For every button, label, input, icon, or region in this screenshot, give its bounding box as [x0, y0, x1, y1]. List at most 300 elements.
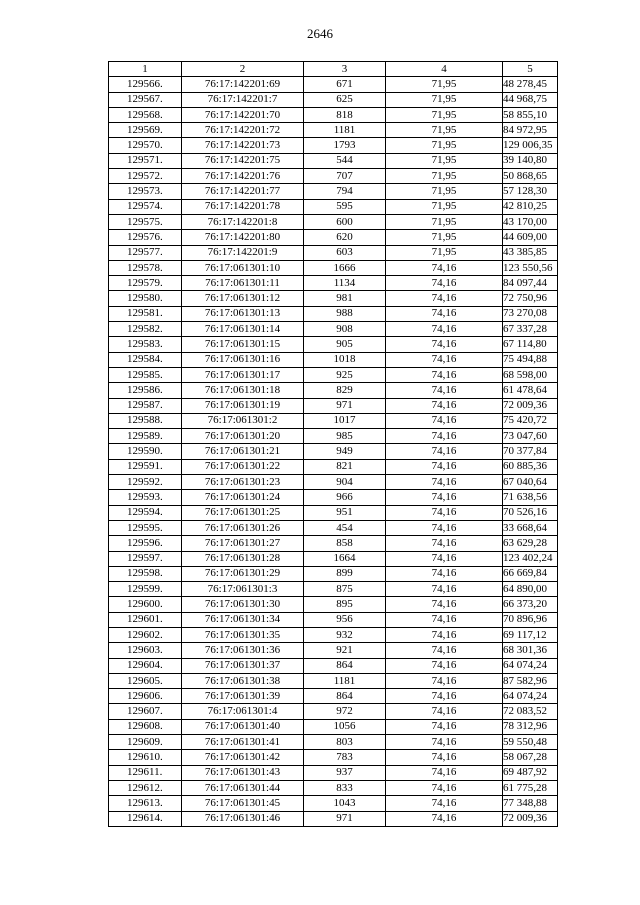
value-cell: 129 006,35: [503, 138, 558, 153]
table-row: [109, 260, 558, 275]
cadastral-number-cell: 76:17:061301:16: [182, 352, 304, 367]
rate-cell: 74,16: [386, 735, 503, 750]
cadastral-number-cell: 76:17:142201:80: [182, 230, 304, 245]
cadastral-number-cell: 76:17:061301:14: [182, 322, 304, 337]
value-cell: 50 868,65: [503, 169, 558, 184]
cadastral-number-cell: 76:17:142201:76: [182, 169, 304, 184]
value-cell: 58 855,10: [503, 107, 558, 122]
row-number-cell: 129592.: [109, 475, 182, 490]
table-row: [109, 780, 558, 795]
area-cell: 620: [304, 230, 386, 245]
cadastral-number-cell: 76:17:061301:25: [182, 505, 304, 520]
value-cell: 84 097,44: [503, 276, 558, 291]
value-cell: 66 373,20: [503, 597, 558, 612]
rate-cell: 71,95: [386, 199, 503, 214]
area-cell: 1043: [304, 796, 386, 811]
table-row: [109, 77, 558, 92]
area-cell: 454: [304, 520, 386, 535]
table-row: [109, 429, 558, 444]
area-cell: 600: [304, 214, 386, 229]
cadastral-number-cell: 76:17:061301:37: [182, 658, 304, 673]
cadastral-number-cell: 76:17:061301:46: [182, 811, 304, 826]
rate-cell: 74,16: [386, 765, 503, 780]
area-cell: 1181: [304, 123, 386, 138]
table-row: [109, 597, 558, 612]
table-row: [109, 153, 558, 168]
cadastral-number-cell: 76:17:061301:2: [182, 413, 304, 428]
rate-cell: 74,16: [386, 337, 503, 352]
cadastral-number-cell: 76:17:061301:42: [182, 750, 304, 765]
cadastral-number-cell: 76:17:142201:78: [182, 199, 304, 214]
table-row: [109, 735, 558, 750]
area-cell: 1018: [304, 352, 386, 367]
value-cell: 123 402,24: [503, 551, 558, 566]
table-row: [109, 643, 558, 658]
rate-cell: 71,95: [386, 230, 503, 245]
area-cell: 625: [304, 92, 386, 107]
table-row: [109, 704, 558, 719]
value-cell: 70 896,96: [503, 612, 558, 627]
cadastral-number-cell: 76:17:061301:3: [182, 582, 304, 597]
table-row: [109, 367, 558, 382]
area-cell: 981: [304, 291, 386, 306]
value-cell: 70 526,16: [503, 505, 558, 520]
value-cell: 75 494,88: [503, 352, 558, 367]
table-row: [109, 306, 558, 321]
value-cell: 33 668,64: [503, 520, 558, 535]
cadastral-number-cell: 76:17:061301:27: [182, 536, 304, 551]
value-cell: 63 629,28: [503, 536, 558, 551]
area-cell: 972: [304, 704, 386, 719]
value-cell: 60 885,36: [503, 459, 558, 474]
table-row: [109, 520, 558, 535]
table-row: [109, 291, 558, 306]
rate-cell: 74,16: [386, 811, 503, 826]
table-row: [109, 475, 558, 490]
row-number-cell: 129604.: [109, 658, 182, 673]
table-row: [109, 612, 558, 627]
data-table: [108, 61, 558, 827]
row-number-cell: 129585.: [109, 367, 182, 382]
rate-cell: 71,95: [386, 138, 503, 153]
area-cell: 794: [304, 184, 386, 199]
row-number-cell: 129579.: [109, 276, 182, 291]
area-cell: 858: [304, 536, 386, 551]
value-cell: 39 140,80: [503, 153, 558, 168]
row-number-cell: 129567.: [109, 92, 182, 107]
area-cell: 956: [304, 612, 386, 627]
area-cell: 908: [304, 322, 386, 337]
value-cell: 77 348,88: [503, 796, 558, 811]
area-cell: 966: [304, 490, 386, 505]
table-row: [109, 92, 558, 107]
table-row: [109, 551, 558, 566]
value-cell: 87 582,96: [503, 673, 558, 688]
table-row: [109, 459, 558, 474]
cadastral-number-cell: 76:17:061301:11: [182, 276, 304, 291]
cadastral-number-cell: 76:17:061301:26: [182, 520, 304, 535]
cadastral-number-cell: 76:17:061301:13: [182, 306, 304, 321]
rate-cell: 74,16: [386, 260, 503, 275]
row-number-cell: 129609.: [109, 735, 182, 750]
cadastral-number-cell: 76:17:142201:73: [182, 138, 304, 153]
area-cell: 904: [304, 475, 386, 490]
value-cell: 66 669,84: [503, 566, 558, 581]
row-number-cell: 129580.: [109, 291, 182, 306]
value-cell: 67 040,64: [503, 475, 558, 490]
table-row: [109, 811, 558, 826]
row-number-cell: 129576.: [109, 230, 182, 245]
row-number-cell: 129581.: [109, 306, 182, 321]
rate-cell: 74,16: [386, 352, 503, 367]
column-header-3: 3: [304, 62, 386, 77]
table-row: [109, 398, 558, 413]
row-number-cell: 129613.: [109, 796, 182, 811]
row-number-cell: 129569.: [109, 123, 182, 138]
rate-cell: 71,95: [386, 214, 503, 229]
row-number-cell: 129573.: [109, 184, 182, 199]
value-cell: 48 278,45: [503, 77, 558, 92]
cadastral-number-cell: 76:17:061301:4: [182, 704, 304, 719]
area-cell: 1181: [304, 673, 386, 688]
rate-cell: 74,16: [386, 582, 503, 597]
rate-cell: 74,16: [386, 597, 503, 612]
area-cell: 603: [304, 245, 386, 260]
value-cell: 43 385,85: [503, 245, 558, 260]
table-row: [109, 245, 558, 260]
cadastral-number-cell: 76:17:061301:43: [182, 765, 304, 780]
table-row: [109, 796, 558, 811]
rate-cell: 74,16: [386, 673, 503, 688]
rate-cell: 74,16: [386, 306, 503, 321]
rate-cell: 74,16: [386, 796, 503, 811]
area-cell: 925: [304, 367, 386, 382]
row-number-cell: 129594.: [109, 505, 182, 520]
table-row: [109, 566, 558, 581]
row-number-cell: 129578.: [109, 260, 182, 275]
area-cell: 833: [304, 780, 386, 795]
rate-cell: 74,16: [386, 475, 503, 490]
area-cell: 937: [304, 765, 386, 780]
page-number: 2646: [307, 26, 333, 41]
table-row: [109, 673, 558, 688]
row-number-cell: 129602.: [109, 627, 182, 642]
value-cell: 58 067,28: [503, 750, 558, 765]
cadastral-number-cell: 76:17:061301:10: [182, 260, 304, 275]
cadastral-number-cell: 76:17:061301:29: [182, 566, 304, 581]
table-row: [109, 276, 558, 291]
table-row: [109, 107, 558, 122]
table-row: [109, 627, 558, 642]
row-number-cell: 129600.: [109, 597, 182, 612]
area-cell: 1666: [304, 260, 386, 275]
rate-cell: 71,95: [386, 153, 503, 168]
rate-cell: 74,16: [386, 322, 503, 337]
table-row: [109, 490, 558, 505]
cadastral-number-cell: 76:17:061301:45: [182, 796, 304, 811]
value-cell: 69 117,12: [503, 627, 558, 642]
column-header-5: 5: [503, 62, 558, 77]
value-cell: 61 478,64: [503, 383, 558, 398]
row-number-cell: 129584.: [109, 352, 182, 367]
value-cell: 72 083,52: [503, 704, 558, 719]
rate-cell: 71,95: [386, 92, 503, 107]
value-cell: 44 968,75: [503, 92, 558, 107]
table-row: [109, 352, 558, 367]
value-cell: 44 609,00: [503, 230, 558, 245]
rate-cell: 71,95: [386, 169, 503, 184]
area-cell: 829: [304, 383, 386, 398]
cadastral-number-cell: 76:17:142201:77: [182, 184, 304, 199]
column-header-4: 4: [386, 62, 503, 77]
row-number-cell: 129593.: [109, 490, 182, 505]
rate-cell: 74,16: [386, 658, 503, 673]
area-cell: 595: [304, 199, 386, 214]
row-number-cell: 129597.: [109, 551, 182, 566]
rate-cell: 74,16: [386, 459, 503, 474]
rate-cell: 74,16: [386, 566, 503, 581]
cadastral-number-cell: 76:17:061301:17: [182, 367, 304, 382]
cadastral-number-cell: 76:17:061301:39: [182, 689, 304, 704]
row-number-cell: 129596.: [109, 536, 182, 551]
table-row: [109, 536, 558, 551]
row-number-cell: 129610.: [109, 750, 182, 765]
cadastral-number-cell: 76:17:061301:30: [182, 597, 304, 612]
cadastral-number-cell: 76:17:061301:15: [182, 337, 304, 352]
row-number-cell: 129586.: [109, 383, 182, 398]
rate-cell: 74,16: [386, 750, 503, 765]
row-number-cell: 129583.: [109, 337, 182, 352]
row-number-cell: 129590.: [109, 444, 182, 459]
cadastral-number-cell: 76:17:061301:41: [182, 735, 304, 750]
value-cell: 67 337,28: [503, 322, 558, 337]
value-cell: 68 598,00: [503, 367, 558, 382]
row-number-cell: 129587.: [109, 398, 182, 413]
row-number-cell: 129601.: [109, 612, 182, 627]
rate-cell: 71,95: [386, 123, 503, 138]
area-cell: 875: [304, 582, 386, 597]
cadastral-number-cell: 76:17:061301:34: [182, 612, 304, 627]
row-number-cell: 129606.: [109, 689, 182, 704]
cadastral-number-cell: 76:17:061301:38: [182, 673, 304, 688]
value-cell: 72 009,36: [503, 398, 558, 413]
table-row: [109, 230, 558, 245]
table-row: [109, 582, 558, 597]
area-cell: 899: [304, 566, 386, 581]
area-cell: 1134: [304, 276, 386, 291]
value-cell: 64 890,00: [503, 582, 558, 597]
table-row: [109, 444, 558, 459]
area-cell: 988: [304, 306, 386, 321]
area-cell: 783: [304, 750, 386, 765]
area-cell: 1017: [304, 413, 386, 428]
value-cell: 73 047,60: [503, 429, 558, 444]
row-number-cell: 129588.: [109, 413, 182, 428]
table-header-row: [109, 62, 558, 77]
table-row: [109, 383, 558, 398]
area-cell: 544: [304, 153, 386, 168]
row-number-cell: 129608.: [109, 719, 182, 734]
cadastral-number-cell: 76:17:142201:70: [182, 107, 304, 122]
table-row: [109, 169, 558, 184]
row-number-cell: 129607.: [109, 704, 182, 719]
area-cell: 864: [304, 689, 386, 704]
row-number-cell: 129575.: [109, 214, 182, 229]
rate-cell: 71,95: [386, 77, 503, 92]
area-cell: 951: [304, 505, 386, 520]
value-cell: 123 550,56: [503, 260, 558, 275]
value-cell: 72 009,36: [503, 811, 558, 826]
area-cell: 1056: [304, 719, 386, 734]
area-cell: 864: [304, 658, 386, 673]
table-row: [109, 322, 558, 337]
cadastral-number-cell: 76:17:061301:23: [182, 475, 304, 490]
area-cell: 949: [304, 444, 386, 459]
area-cell: 895: [304, 597, 386, 612]
rate-cell: 74,16: [386, 520, 503, 535]
cadastral-number-cell: 76:17:061301:22: [182, 459, 304, 474]
rate-cell: 74,16: [386, 398, 503, 413]
value-cell: 73 270,08: [503, 306, 558, 321]
value-cell: 78 312,96: [503, 719, 558, 734]
table-row: [109, 138, 558, 153]
row-number-cell: 129599.: [109, 582, 182, 597]
table-row: [109, 765, 558, 780]
cadastral-number-cell: 76:17:142201:75: [182, 153, 304, 168]
rate-cell: 74,16: [386, 627, 503, 642]
area-cell: 905: [304, 337, 386, 352]
rate-cell: 71,95: [386, 245, 503, 260]
value-cell: 71 638,56: [503, 490, 558, 505]
cadastral-number-cell: 76:17:061301:44: [182, 780, 304, 795]
row-number-cell: 129589.: [109, 429, 182, 444]
rate-cell: 74,16: [386, 291, 503, 306]
row-number-cell: 129568.: [109, 107, 182, 122]
cadastral-number-cell: 76:17:142201:9: [182, 245, 304, 260]
cadastral-number-cell: 76:17:061301:20: [182, 429, 304, 444]
value-cell: 69 487,92: [503, 765, 558, 780]
row-number-cell: 129566.: [109, 77, 182, 92]
row-number-cell: 129611.: [109, 765, 182, 780]
table-row: [109, 750, 558, 765]
value-cell: 42 810,25: [503, 199, 558, 214]
row-number-cell: 129574.: [109, 199, 182, 214]
rate-cell: 71,95: [386, 107, 503, 122]
row-number-cell: 129603.: [109, 643, 182, 658]
cadastral-number-cell: 76:17:061301:40: [182, 719, 304, 734]
value-cell: 61 775,28: [503, 780, 558, 795]
rate-cell: 74,16: [386, 612, 503, 627]
table-row: [109, 184, 558, 199]
row-number-cell: 129570.: [109, 138, 182, 153]
rate-cell: 74,16: [386, 551, 503, 566]
row-number-cell: 129612.: [109, 780, 182, 795]
table-row: [109, 689, 558, 704]
area-cell: 707: [304, 169, 386, 184]
cadastral-number-cell: 76:17:061301:19: [182, 398, 304, 413]
row-number-cell: 129577.: [109, 245, 182, 260]
cadastral-number-cell: 76:17:142201:7: [182, 92, 304, 107]
table-row: [109, 719, 558, 734]
cadastral-number-cell: 76:17:061301:18: [182, 383, 304, 398]
rate-cell: 71,95: [386, 184, 503, 199]
rate-cell: 74,16: [386, 367, 503, 382]
table-row: [109, 658, 558, 673]
rate-cell: 74,16: [386, 780, 503, 795]
area-cell: 803: [304, 735, 386, 750]
row-number-cell: 129598.: [109, 566, 182, 581]
value-cell: 68 301,36: [503, 643, 558, 658]
rate-cell: 74,16: [386, 383, 503, 398]
cadastral-number-cell: 76:17:061301:24: [182, 490, 304, 505]
column-header-2: 2: [182, 62, 304, 77]
value-cell: 64 074,24: [503, 689, 558, 704]
row-number-cell: 129595.: [109, 520, 182, 535]
rate-cell: 74,16: [386, 490, 503, 505]
rate-cell: 74,16: [386, 444, 503, 459]
area-cell: 971: [304, 398, 386, 413]
area-cell: 821: [304, 459, 386, 474]
table-row: [109, 199, 558, 214]
rate-cell: 74,16: [386, 276, 503, 291]
column-header-1: 1: [109, 62, 182, 77]
table-row: [109, 123, 558, 138]
table-row: [109, 413, 558, 428]
value-cell: 59 550,48: [503, 735, 558, 750]
row-number-cell: 129582.: [109, 322, 182, 337]
rate-cell: 74,16: [386, 704, 503, 719]
row-number-cell: 129614.: [109, 811, 182, 826]
cadastral-number-cell: 76:17:061301:35: [182, 627, 304, 642]
area-cell: 1664: [304, 551, 386, 566]
table-row: [109, 505, 558, 520]
rate-cell: 74,16: [386, 536, 503, 551]
rate-cell: 74,16: [386, 505, 503, 520]
area-cell: 1793: [304, 138, 386, 153]
rate-cell: 74,16: [386, 719, 503, 734]
value-cell: 75 420,72: [503, 413, 558, 428]
rate-cell: 74,16: [386, 413, 503, 428]
area-cell: 932: [304, 627, 386, 642]
value-cell: 84 972,95: [503, 123, 558, 138]
cadastral-number-cell: 76:17:142201:69: [182, 77, 304, 92]
row-number-cell: 129605.: [109, 673, 182, 688]
table-row: [109, 214, 558, 229]
row-number-cell: 129571.: [109, 153, 182, 168]
area-cell: 985: [304, 429, 386, 444]
value-cell: 57 128,30: [503, 184, 558, 199]
value-cell: 67 114,80: [503, 337, 558, 352]
value-cell: 64 074,24: [503, 658, 558, 673]
area-cell: 971: [304, 811, 386, 826]
table-body: [109, 77, 558, 827]
cadastral-number-cell: 76:17:061301:28: [182, 551, 304, 566]
value-cell: 72 750,96: [503, 291, 558, 306]
table-row: [109, 337, 558, 352]
cadastral-number-cell: 76:17:142201:8: [182, 214, 304, 229]
area-cell: 921: [304, 643, 386, 658]
rate-cell: 74,16: [386, 643, 503, 658]
rate-cell: 74,16: [386, 689, 503, 704]
row-number-cell: 129572.: [109, 169, 182, 184]
cadastral-number-cell: 76:17:061301:36: [182, 643, 304, 658]
cadastral-number-cell: 76:17:142201:72: [182, 123, 304, 138]
area-cell: 818: [304, 107, 386, 122]
value-cell: 43 170,00: [503, 214, 558, 229]
cadastral-number-cell: 76:17:061301:12: [182, 291, 304, 306]
area-cell: 671: [304, 77, 386, 92]
rate-cell: 74,16: [386, 429, 503, 444]
